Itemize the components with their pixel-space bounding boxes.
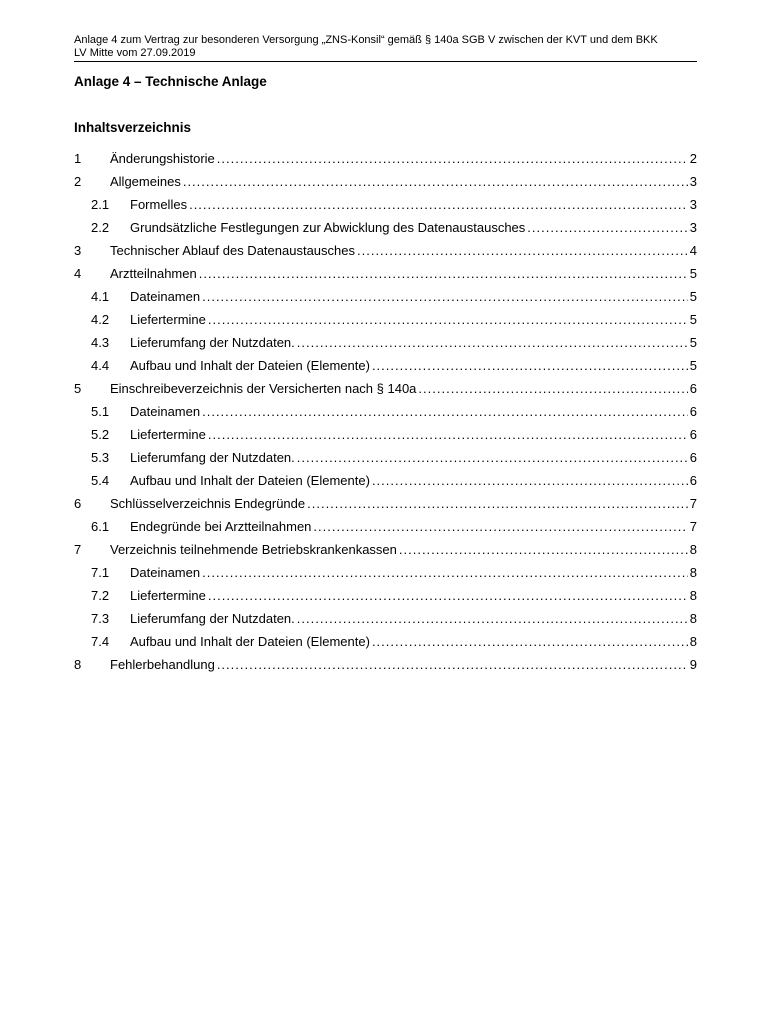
- toc-entry-page: 8: [689, 588, 697, 603]
- dot-leader: [527, 220, 687, 236]
- toc-entry-number: 5.4: [91, 473, 110, 488]
- header-line-2: LV Mitte vom 27.09.2019: [74, 47, 196, 59]
- toc-entry-page: 6: [689, 473, 697, 488]
- toc-entry-title: Schlüsselverzeichnis Endegründe: [110, 496, 306, 511]
- toc-entry-page: 5: [689, 289, 697, 304]
- toc-entry[interactable]: [74, 634, 697, 657]
- dot-leader: [297, 611, 688, 627]
- toc-entry[interactable]: [74, 542, 697, 565]
- toc-entry-number: 6: [74, 496, 82, 511]
- table-of-contents: [74, 151, 697, 680]
- toc-entry-number: 3: [74, 243, 82, 258]
- dot-leader: [418, 381, 687, 397]
- dot-leader: [372, 634, 688, 650]
- dot-leader: [217, 657, 688, 673]
- toc-entry-title: Arztteilnahmen: [110, 266, 197, 281]
- toc-entry-number: 1: [74, 151, 82, 166]
- toc-entry-title: Aufbau und Inhalt der Dateien (Elemente): [130, 634, 370, 649]
- dot-leader: [217, 151, 688, 167]
- toc-entry-title: Aufbau und Inhalt der Dateien (Elemente): [130, 473, 370, 488]
- toc-entry-page: 5: [689, 335, 697, 350]
- toc-entry-number: 7.2: [91, 588, 110, 603]
- toc-entry-title: Änderungshistorie: [110, 151, 215, 166]
- toc-entry[interactable]: [74, 335, 697, 358]
- toc-entry-title: Grundsätzliche Festlegungen zur Abwicklung des Datenaustausches: [130, 220, 526, 235]
- toc-entry-title: Lieferumfang der Nutzdaten.: [130, 450, 295, 465]
- dot-leader: [183, 174, 688, 190]
- toc-entry-number: 7.3: [91, 611, 110, 626]
- toc-entry-page: 4: [689, 243, 697, 258]
- toc-entry-title: Dateinamen: [130, 289, 201, 304]
- dot-leader: [202, 289, 688, 305]
- toc-entry[interactable]: [74, 174, 697, 197]
- dot-leader: [202, 404, 688, 420]
- toc-entry[interactable]: [74, 358, 697, 381]
- toc-entry-title: Dateinamen: [130, 565, 201, 580]
- toc-entry[interactable]: [74, 611, 697, 634]
- toc-entry-title: Allgemeines: [110, 174, 181, 189]
- toc-entry[interactable]: [74, 381, 697, 404]
- toc-entry-page: 6: [689, 450, 697, 465]
- toc-entry-number: 5.1: [91, 404, 110, 419]
- toc-entry[interactable]: [74, 289, 697, 312]
- running-header: [74, 34, 697, 60]
- dot-leader: [297, 450, 688, 466]
- toc-entry[interactable]: [74, 243, 697, 266]
- toc-entry[interactable]: [74, 404, 697, 427]
- dot-leader: [208, 427, 688, 443]
- toc-entry-page: 3: [689, 174, 697, 189]
- dot-leader: [202, 565, 688, 581]
- toc-entry-title: Lieferumfang der Nutzdaten.: [130, 335, 295, 350]
- dot-leader: [372, 473, 688, 489]
- toc-entry-number: 5.2: [91, 427, 110, 442]
- toc-entry[interactable]: [74, 312, 697, 335]
- toc-entry-number: 4.1: [91, 289, 110, 304]
- toc-entry[interactable]: [74, 266, 697, 289]
- toc-entry[interactable]: [74, 450, 697, 473]
- toc-entry[interactable]: [74, 427, 697, 450]
- toc-entry[interactable]: [74, 220, 697, 243]
- toc-entry-number: 4: [74, 266, 82, 281]
- toc-entry-page: 7: [689, 496, 697, 511]
- toc-entry-number: 7.1: [91, 565, 110, 580]
- toc-entry-number: 8: [74, 657, 82, 672]
- toc-entry-number: 4.2: [91, 312, 110, 327]
- toc-entry-page: 6: [689, 381, 697, 396]
- toc-entry[interactable]: [74, 473, 697, 496]
- toc-entry-page: 8: [689, 634, 697, 649]
- toc-entry-page: 7: [689, 519, 697, 534]
- toc-entry-title: Fehlerbehandlung: [110, 657, 215, 672]
- toc-entry-number: 4.4: [91, 358, 110, 373]
- header-rule: [74, 61, 697, 62]
- toc-entry-page: 2: [689, 151, 697, 166]
- toc-entry-page: 5: [689, 358, 697, 373]
- toc-entry[interactable]: [74, 588, 697, 611]
- header-line-1: Anlage 4 zum Vertrag zur besonderen Versorgung „ZNS-Konsil“ gemäß § 140a SGB V zwischen der KVT und dem BKK: [74, 34, 658, 46]
- toc-entry-number: 2.1: [91, 197, 110, 212]
- toc-entry-page: 9: [689, 657, 697, 672]
- toc-entry-title: Verzeichnis teilnehmende Betriebskrankenkassen: [110, 542, 397, 557]
- toc-entry-page: 3: [689, 220, 697, 235]
- toc-entry-title: Einschreibeverzeichnis der Versicherten nach § 140a: [110, 381, 417, 396]
- toc-entry-title: Lieferumfang der Nutzdaten.: [130, 611, 295, 626]
- toc-entry-title: Liefertermine: [130, 312, 206, 327]
- toc-entry-page: 5: [689, 312, 697, 327]
- dot-leader: [208, 312, 688, 328]
- toc-entry[interactable]: [74, 151, 697, 174]
- toc-entry-title: Liefertermine: [130, 588, 206, 603]
- toc-entry[interactable]: [74, 565, 697, 588]
- toc-entry-page: 5: [689, 266, 697, 281]
- toc-entry-page: 6: [689, 404, 697, 419]
- dot-leader: [399, 542, 688, 558]
- toc-entry-title: Endegründe bei Arztteilnahmen: [130, 519, 312, 534]
- toc-entry-title: Technischer Ablauf des Datenaustausches: [110, 243, 355, 258]
- toc-entry-page: 6: [689, 427, 697, 442]
- toc-entry-number: 2.2: [91, 220, 110, 235]
- toc-entry[interactable]: [74, 519, 697, 542]
- toc-entry-page: 8: [689, 565, 697, 580]
- dot-leader: [372, 358, 688, 374]
- dot-leader: [208, 588, 688, 604]
- dot-leader: [313, 519, 687, 535]
- toc-entry-title: Formelles: [130, 197, 188, 212]
- toc-entry[interactable]: [74, 496, 697, 519]
- toc-entry-title: Liefertermine: [130, 427, 206, 442]
- dot-leader: [357, 243, 688, 259]
- document-title: Anlage 4 – Technische Anlage: [74, 74, 267, 89]
- toc-entry-number: 4.3: [91, 335, 110, 350]
- toc-entry-number: 5: [74, 381, 82, 396]
- toc-entry-number: 2: [74, 174, 82, 189]
- toc-entry-title: Aufbau und Inhalt der Dateien (Elemente): [130, 358, 370, 373]
- dot-leader: [307, 496, 688, 512]
- toc-entry[interactable]: [74, 657, 697, 680]
- toc-entry-page: 8: [689, 542, 697, 557]
- toc-entry-number: 5.3: [91, 450, 110, 465]
- toc-entry-number: 7: [74, 542, 82, 557]
- toc-entry-number: 6.1: [91, 519, 110, 534]
- toc-entry-title: Dateinamen: [130, 404, 201, 419]
- toc-entry-page: 3: [689, 197, 697, 212]
- dot-leader: [199, 266, 688, 282]
- toc-entry-page: 8: [689, 611, 697, 626]
- toc-entry-number: 7.4: [91, 634, 110, 649]
- dot-leader: [297, 335, 688, 351]
- toc-heading: Inhaltsverzeichnis: [74, 120, 192, 135]
- toc-entry[interactable]: [74, 197, 697, 220]
- dot-leader: [189, 197, 688, 213]
